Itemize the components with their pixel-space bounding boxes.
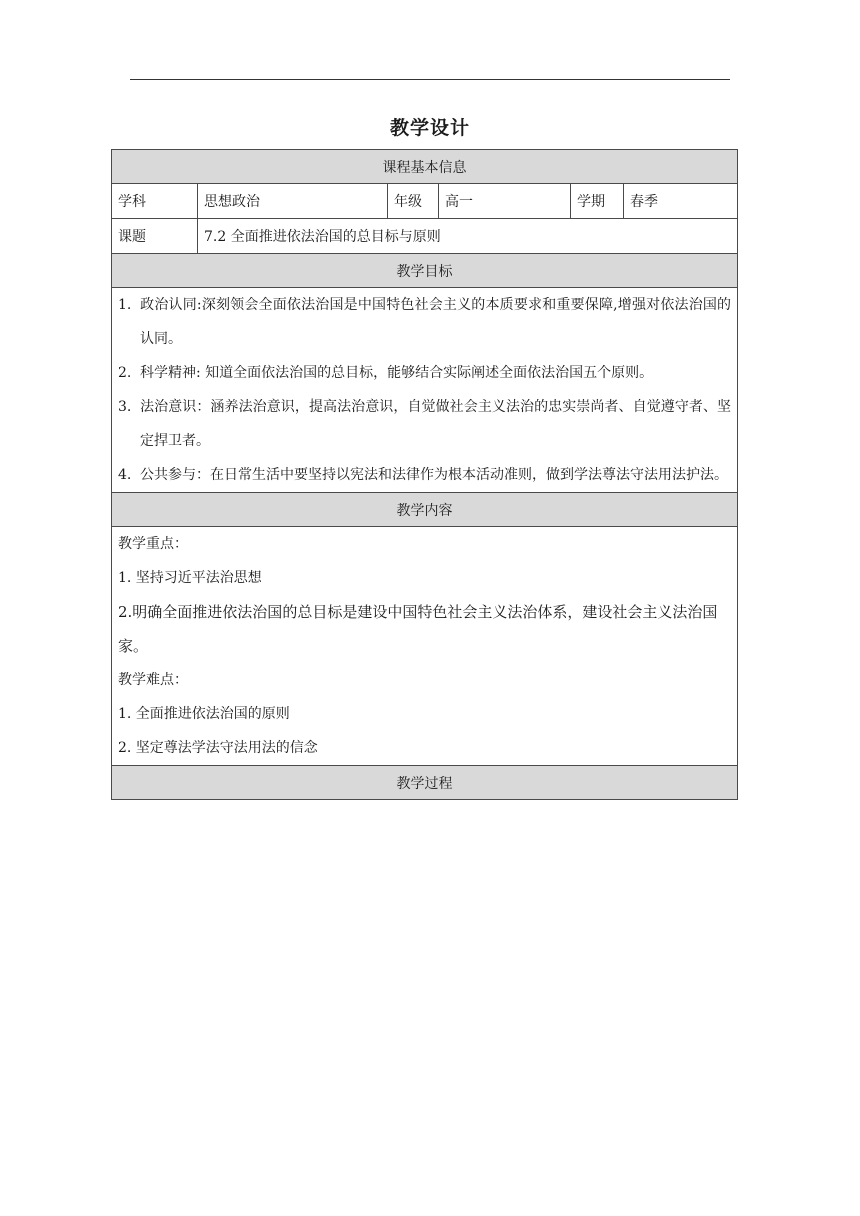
objective-item xyxy=(118,458,731,492)
topic-row xyxy=(112,219,738,254)
content-body-row xyxy=(112,527,738,766)
objectives-body-row xyxy=(112,288,738,493)
difficult-point-item: 1. 全面推进依法治国的原则 xyxy=(118,706,290,722)
objective-item xyxy=(118,356,731,390)
grade-label: 年级 xyxy=(388,184,439,219)
objective-number: 1. xyxy=(118,297,132,313)
process-header-row xyxy=(112,766,738,800)
objective-number: 4. xyxy=(118,467,132,483)
document-title: 教学设计 xyxy=(389,117,470,139)
difficult-point-item: 2. 坚定尊法学法守法用法的信念 xyxy=(118,740,318,756)
grade-value: 高一 xyxy=(439,184,571,219)
objective-item xyxy=(118,390,731,458)
difficult-points-label: 教学难点： xyxy=(118,672,188,688)
content-block xyxy=(112,527,738,766)
objective-text: 政治认同:深刻领会全面依法治国是中国特色社会主义的本质要求和重要保障,增强对依法治国的认同。 xyxy=(140,297,732,347)
objective-item xyxy=(118,288,731,356)
objective-number: 2. xyxy=(118,365,132,381)
content-header-row xyxy=(112,493,738,527)
key-point-item: 2.明确全面推进依法治国的总目标是建设中国特色社会主义法治体系，建设社会主义法治国家。 xyxy=(118,603,718,655)
content-section-title: 教学内容 xyxy=(112,493,738,527)
objective-number: 3. xyxy=(118,399,132,415)
subject-label: 学科 xyxy=(112,184,198,219)
objective-text: 法治意识：涵养法治意识，提高法治意识，自觉做社会主义法治的忠实崇尚者、自觉遵守者、坚定捍卫者。 xyxy=(140,399,732,449)
subject-value: 思想政治 xyxy=(198,184,388,219)
topic-value: 7.2 全面推进依法治国的总目标与原则 xyxy=(198,219,738,254)
objectives-section-title: 教学目标 xyxy=(112,254,738,288)
objectives-list xyxy=(112,288,738,493)
objectives-header-row xyxy=(112,254,738,288)
term-label: 学期 xyxy=(571,184,624,219)
key-points-label: 教学重点： xyxy=(118,536,188,552)
process-section-title: 教学过程 xyxy=(112,766,738,800)
term-value: 春季 xyxy=(624,184,738,219)
lesson-design-table xyxy=(111,149,738,800)
subject-grade-term-row xyxy=(112,184,738,219)
header-rule xyxy=(130,79,730,80)
topic-label: 课题 xyxy=(112,219,198,254)
objective-text: 科学精神: 知道全面依法治国的总目标，能够结合实际阐述全面依法治国五个原则。 xyxy=(140,365,654,381)
objective-text: 公共参与：在日常生活中要坚持以宪法和法律作为根本活动准则，做到学法尊法守法用法护法。 xyxy=(140,467,728,483)
basic-info-section-title: 课程基本信息 xyxy=(112,150,738,184)
key-point-item: 1. 坚持习近平法治思想 xyxy=(118,570,262,586)
basic-info-header-row xyxy=(112,150,738,184)
